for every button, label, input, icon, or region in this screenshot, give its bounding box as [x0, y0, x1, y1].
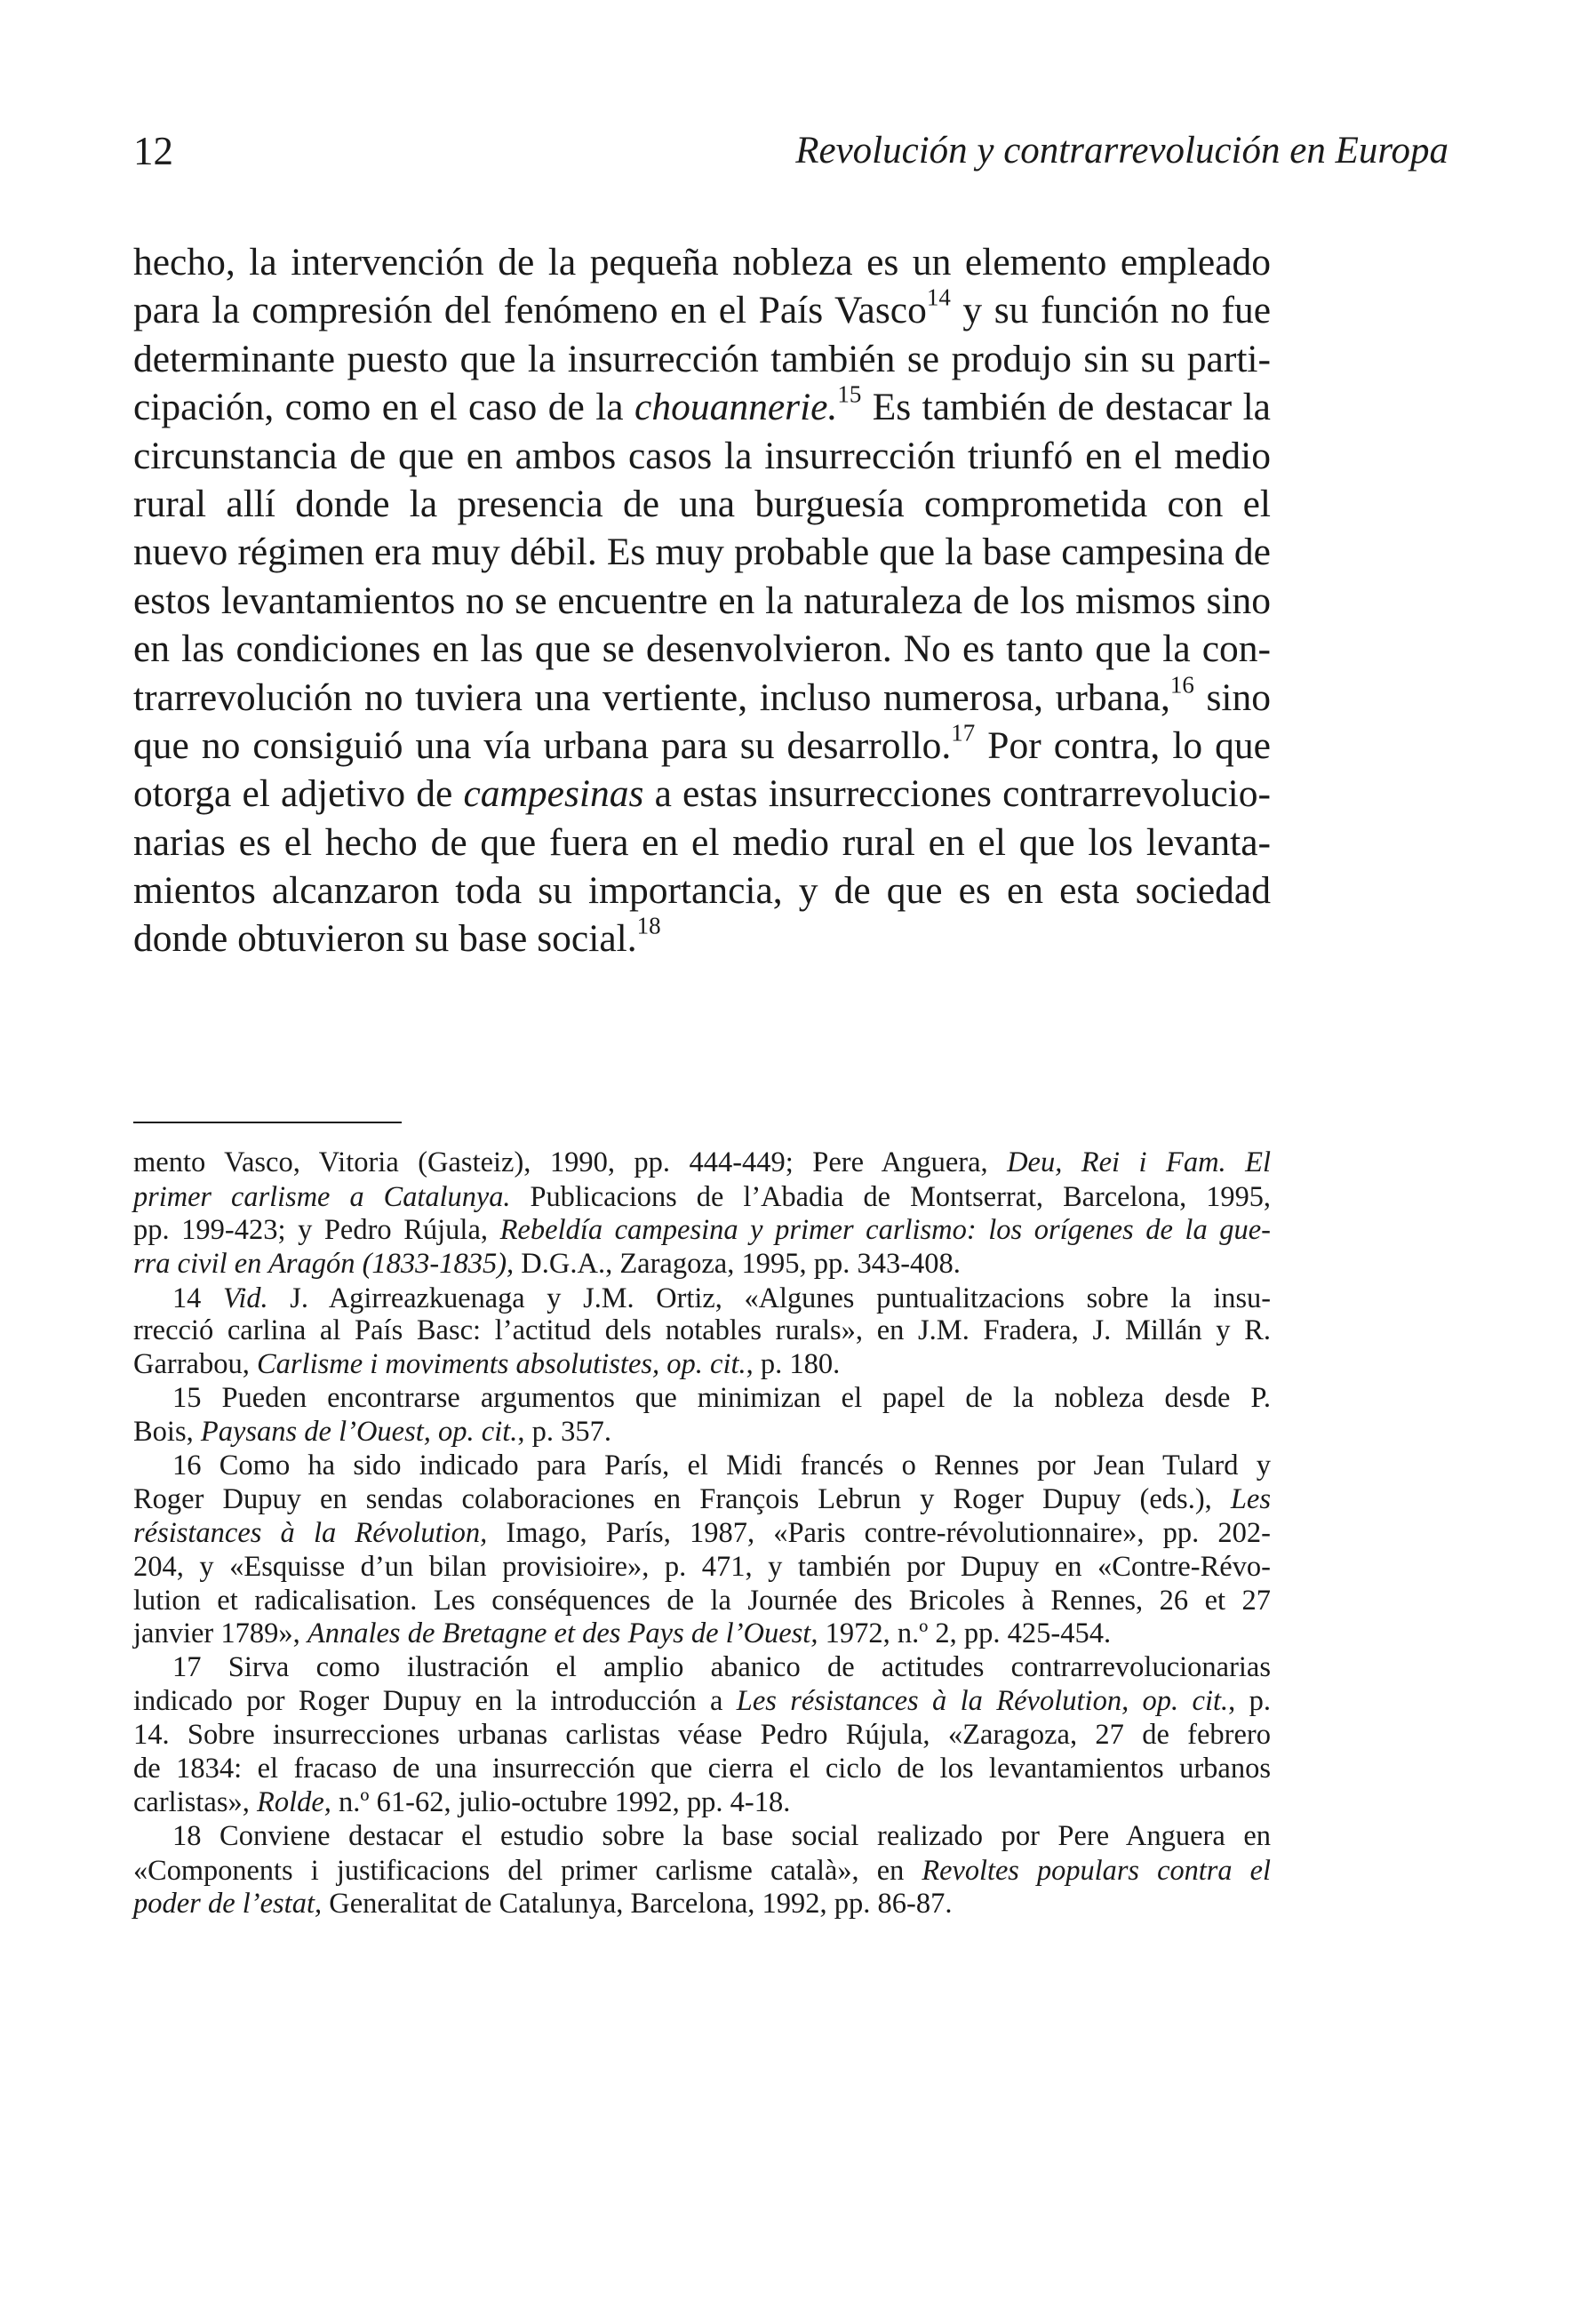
body-line: que no consiguió una vía urbana para su desarrollo.$^{17}$ Por contra, lo que — [133, 719, 1271, 767]
footnote-ref[interactable]: 16 — [1169, 671, 1194, 699]
footnote-line: janvier 1789», Annales de Bretagne et des Pays de l’Ouest, 1972, n.º 2, pp. 425-454. — [133, 1617, 1112, 1650]
footnote-18: 18 Conviene destacar el estudio sobre la base social realizado por Pere Anguera en — [172, 1819, 1271, 1852]
footnote-line: poder de l’estat, Generalitat de Catalunya, Barcelona, 1992, pp. 86-87. — [133, 1887, 953, 1920]
body-line: trarrevolución no tuviera una vertiente, incluso numerosa, urbana,$^{16}$ sino — [133, 671, 1271, 719]
footnote-16: 16 Como ha sido indicado para París, el Midi francés o Rennes por Jean Tulard y — [172, 1450, 1271, 1482]
body-line: rural allí donde la presencia de una burguesía comprometida con el — [133, 482, 1271, 525]
body-line: hecho, la intervención de la pequeña nobleza es un elemento empleado — [133, 241, 1271, 284]
body-line: otorga el adjetivo de campesinas a estas insurrecciones contrarrevolucio- — [133, 772, 1271, 816]
footnote-line: 14. Sobre insurrecciones urbanas carlistas véase Pedro Rújula, «Zaragoza, 27 de febrero — [133, 1719, 1271, 1752]
body-line: determinante puesto que la insurrección también se produjo sin su parti- — [133, 337, 1271, 380]
running-title: Revolución y contrarrevolución en Europa — [795, 130, 1448, 172]
footnote-line: Bois, Paysans de l’Ouest, op. cit., p. 357. — [133, 1416, 612, 1449]
footnote-line: rra civil en Aragón (1833-1835), D.G.A., Zaragoza, 1995, pp. 343-408. — [133, 1247, 961, 1280]
footnote-line: rrecció carlina al País Basc: l’actitud dels notables rurals», en J.M. Fradera, J. Millán y R. — [133, 1314, 1271, 1347]
body-line: estos levantamientos no se encuentre en la naturaleza de los mismos sino — [133, 579, 1271, 622]
footnote-ref[interactable]: 17 — [951, 719, 976, 747]
body-line: cipación, como en el caso de la chouannerie.$^{15}$ Es también de destacar la — [133, 380, 1271, 429]
footnote-ref[interactable]: 15 — [837, 380, 862, 408]
footnote-15: 15 Pueden encontrarse argumentos que minimizan el papel de la nobleza desde P. — [172, 1382, 1271, 1415]
footnote-line: Garrabou, Carlisme i moviments absolutistes, op. cit., p. 180. — [133, 1348, 841, 1381]
footnote-line: «Components i justificacions del primer carlisme català», en Revoltes populars contra el — [133, 1853, 1271, 1886]
footnote-separator — [133, 1122, 402, 1123]
footnote-line: carlistas», Rolde, n.º 61-62, julio-octubre 1992, pp. 4-18. — [133, 1785, 791, 1818]
footnote-line: pp. 199-423; y Pedro Rújula, Rebeldía campesina y primer carlismo: los orígenes de la gue- — [133, 1213, 1271, 1246]
footnote-line: 204, y «Esquisse d’un bilan provisioire», p. 471, y también por Dupuy en «Contre-Révo- — [133, 1550, 1271, 1583]
footnote-line: primer carlisme a Catalunya. Publicacions de l’Abadia de Montserrat, Barcelona, 1995, — [133, 1179, 1271, 1212]
body-line: donde obtuvieron su base social.$^{18}$ — [133, 913, 661, 961]
footnote-line: lution et radicalisation. Les conséquences de la Journée des Bricoles à Rennes, 26 et 27 — [133, 1584, 1271, 1617]
body-line: en las condiciones en las que se desenvolvieron. No es tanto que la con- — [133, 627, 1271, 671]
body-line: mientos alcanzaron toda su importancia, y de que es en esta sociedad — [133, 869, 1271, 913]
page-header — [133, 124, 1448, 178]
footnotes — [133, 1146, 1271, 1921]
body-line: narias es el hecho de que fuera en el medio rural en el que los levanta- — [133, 820, 1271, 864]
body-line: nuevo régimen era muy débil. Es muy probable que la base campesina de — [133, 531, 1271, 574]
footnote-line: Roger Dupuy en sendas colaboraciones en François Lebrun y Roger Dupuy (eds.), Les — [133, 1482, 1271, 1515]
footnote-ref[interactable]: 18 — [636, 913, 661, 940]
footnote-14: 14 Vid. J. Agirreazkuenaga y J.M. Ortiz, «Algunes puntualitzacions sobre la insu- — [172, 1281, 1271, 1314]
footnote-line: indicado por Roger Dupuy en la introducción a Les résistances à la Révolution, op. cit., p. — [133, 1685, 1271, 1718]
footnote-line: de 1834: el fracaso de una insurrección que cierra el ciclo de los levantamientos urbanos — [133, 1753, 1271, 1785]
footnote-ref[interactable]: 14 — [926, 284, 951, 311]
footnote-17: 17 Sirva como ilustración el amplio abanico de actitudes contrarrevolucionarias — [172, 1651, 1271, 1684]
page-number: 12 — [133, 129, 173, 173]
body-line: circunstancia de que en ambos casos la insurrección triunfó en el medio — [133, 434, 1271, 477]
footnote-line: résistances à la Révolution, Imago, París, 1987, «Paris contre-révolutionnaire», pp. 202- — [133, 1516, 1271, 1549]
body-line: para la compresión del fenómeno en el País Vasco$^{14}$ y su función no fue — [133, 284, 1271, 332]
body-paragraph — [133, 238, 1271, 963]
footnote-line: mento Vasco, Vitoria (Gasteiz), 1990, pp. 444-449; Pere Anguera, Deu, Rei i Fam. El — [133, 1146, 1271, 1178]
